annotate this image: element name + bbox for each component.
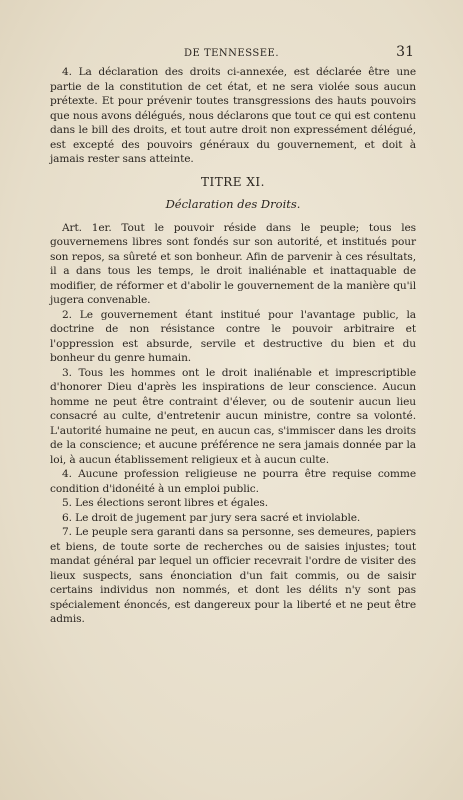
- article-2: 2. Le gouvernement étant institué pour l'avantage public, la doctrine de non résistance contre le pouvoir arbitraire et l'oppression est absurde, servile et destructive du bien et du bonheur du genre humain.: [50, 308, 416, 364]
- running-head: DE TENNESSEE.: [183, 48, 280, 59]
- page-number: 31: [396, 44, 414, 60]
- page-header: [0, 44, 463, 60]
- article-4: 4. Aucune profession religieuse ne pourra être requise comme condition d'idonéité à un emploi public.: [50, 468, 416, 495]
- chapter-title: TITRE XI.: [201, 174, 265, 189]
- article-5: 5. Les élections seront libres et égales.: [62, 497, 269, 509]
- article-6: 6. Le droit de jugement par jury sera sacré et inviolable.: [62, 511, 361, 524]
- page-body: [50, 65, 416, 627]
- article-7: 7. Le peuple sera garanti dans sa personne, ses demeures, papiers et biens, de toute sorte de recherches ou de saisies injustes; tout mandat général par lequel un officier recevrait l'ordre de visiter des lieux suspects, sans énonciation d'un fait commis, ou de saisir certains individus non nommés, et dont les délits n'y sont pas spécialement énoncés, est dangereux pour la liberté et ne peut être admis.: [50, 526, 416, 625]
- article-3: 3. Tous les hommes ont le droit inaliénable et imprescriptible d'honorer Dieu d'après les inspirations de leur conscience. Aucun homme ne peut être contraint d'élever, ou de soutenir aucun lieu consacré au culte, d'entretenir aucun ministre, contre sa volonté. L'autorité humaine ne peut, en aucun cas, s'immiscer dans les droits de la conscience; et aucune préférence ne sera jamais donnée par la loi, à aucun établissement religieux et à aucun culte.: [50, 366, 416, 466]
- article-1: Art. 1er. Tout le pouvoir réside dans le peuple; tous les gouvernemens libres sont fondés sur son autorité, et institués pour son repos, sa sûreté et son bonheur. Afin de parvenir à ces résultats, il a dans tous les temps, le droit inaliénable et inattaquable de modifier, de réformer et d'abolir le gouvernement de la manière qu'il jugera convenable.: [50, 221, 416, 306]
- chapter-subtitle: Déclaration des Droits.: [165, 196, 301, 211]
- section-4-paragraph: 4. La déclaration des droits ci-annexée, est déclarée être une partie de la constitution de cet état, et ne sera violée sous aucun prétexte. Et pour prévenir toutes transgressions des hauts pouvoirs que nous avons délégués, nous déclarons que tout ce qui est contenu dans le bill des droits, et tout autre droit non expressément délégué, est excepté des pouvoirs généraux du gouvernement, et doit à jamais rester sans atteinte.: [50, 66, 416, 165]
